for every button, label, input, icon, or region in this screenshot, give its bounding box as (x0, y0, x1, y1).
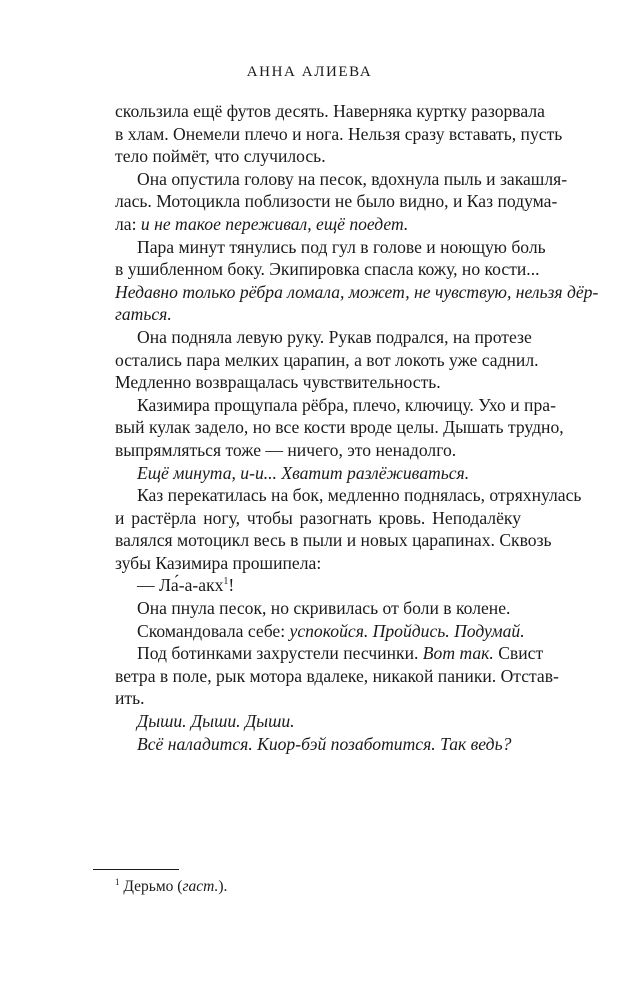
text-segment: Она подняла левую руку. Рукав подрался, на протезе (137, 326, 532, 347)
italic-segment: Вот так. (422, 643, 494, 664)
text-line (93, 371, 521, 394)
paragraph (93, 236, 599, 326)
italic-segment: Недавно только рёбра ломала, может, не чувствую, нельзя дёр- (115, 281, 599, 302)
text-segment: зубы Казимира прошипела: (115, 552, 322, 573)
italic-segment: и не такое переживал, ещё поедет. (140, 213, 409, 234)
footnote-text-before: Дерьмо ( (119, 878, 183, 895)
paragraph (93, 733, 521, 756)
text-segment: лась. Мотоцикла поблизости не было видно, и Каз подума- (115, 191, 558, 212)
footnote-text-after: ). (218, 878, 228, 895)
text-segment: ить. (115, 688, 145, 709)
paragraph (93, 597, 521, 620)
text-segment: Свист (493, 643, 544, 664)
paragraph (93, 574, 521, 597)
footnote (115, 877, 227, 897)
text-segment: — Ла́-а-акх (137, 575, 224, 596)
text-line (93, 394, 556, 417)
text-line (93, 123, 563, 146)
text-line (93, 213, 521, 236)
text-segment: вый кулак задело, но все кости вроде целы. Дышать трудно, (115, 417, 564, 438)
paragraph (93, 100, 563, 168)
text-line (93, 439, 521, 462)
paragraph (93, 620, 525, 643)
text-line (93, 620, 525, 643)
text-segment: Под ботинками захрустели песчинки. (137, 643, 423, 664)
text-line (93, 574, 521, 597)
text-segment: валялся мотоцикл весь в пыли и новых царапинах. Сквозь (115, 530, 552, 551)
text-segment: Казимира прощупала рёбра, плечо, ключицу. Ухо и пра- (137, 394, 556, 415)
text-segment: ! (228, 575, 235, 596)
text-line (93, 145, 521, 168)
text-segment: Она пнула песок, но скривилась от боли в колене. (137, 598, 511, 619)
text-line (93, 642, 544, 665)
paragraph (93, 394, 564, 462)
text-segment: остались пара мелких царапин, а вот локоть уже саднил. (115, 349, 539, 370)
italic-segment: Дыши. Дыши. Дыши. (137, 711, 295, 732)
text-line (93, 529, 552, 552)
text-line (93, 100, 545, 123)
text-line (93, 733, 521, 756)
text-segment: Скомандовала себе: (137, 620, 290, 641)
text-line (93, 507, 521, 530)
footnote-rule (93, 869, 179, 870)
footnote-ref: 1 (223, 576, 229, 588)
body-text (93, 100, 599, 755)
running-head: АННА АЛИЕВА (246, 64, 373, 80)
text-line (93, 484, 582, 507)
text-line (93, 168, 568, 191)
text-line (93, 416, 564, 439)
paragraph (93, 642, 559, 710)
text-line (93, 597, 521, 620)
text-segment: Медленно возвращалась чувствительность. (115, 372, 441, 393)
text-line (93, 236, 546, 259)
text-line (93, 710, 521, 733)
italic-segment: гаться. (115, 304, 172, 325)
footnote-text-italic: гаст. (182, 878, 219, 895)
text-line (93, 687, 521, 710)
paragraph (93, 462, 521, 485)
text-line (93, 258, 540, 281)
text-segment: ла: (115, 213, 141, 234)
text-segment: ветра в поле, рык мотора вдалеке, никакой паники. Отстав- (115, 665, 559, 686)
text-segment: выпрямляться тоже — ничего, это ненадолго. (115, 439, 457, 460)
paragraph (93, 710, 521, 733)
italic-segment: Ещё минута, и-и... Хватит разлёживаться. (137, 462, 470, 483)
text-line (93, 462, 521, 485)
text-line (93, 303, 521, 326)
italic-segment: Всё наладится. Киор-бэй позаботится. Так ведь? (137, 733, 512, 754)
text-segment: в хлам. Онемели плечо и нога. Нельзя сразу вставать, пусть (115, 123, 563, 144)
paragraph (93, 484, 582, 574)
text-segment: Пара минут тянулись под гул в голове и ноющую боль (137, 236, 546, 257)
text-line (93, 326, 532, 349)
text-segment: Каз перекатилась на бок, медленно поднялась, отряхнулась (137, 485, 582, 506)
text-line (93, 190, 558, 213)
text-line (93, 349, 539, 372)
text-line (93, 552, 521, 575)
text-segment: тело поймёт, что случилось. (115, 146, 326, 167)
text-segment: в ушибленном боку. Экипировка спасла кожу, но кости... (115, 259, 540, 280)
footnote-marker: 1 (115, 876, 120, 887)
text-line (93, 665, 559, 688)
text-segment: Она опустила голову на песок, вдохнула пыль и закашля- (137, 168, 568, 189)
paragraph (93, 326, 539, 394)
paragraph (93, 168, 568, 236)
text-segment: и растёрла ногу, чтобы разогнать кровь. Неподалёку (115, 507, 521, 528)
italic-segment: успокойся. Пройдись. Подумай. (289, 620, 525, 641)
text-segment: скользила ещё футов десять. Наверняка куртку разорвала (115, 101, 545, 121)
text-line (93, 281, 599, 304)
